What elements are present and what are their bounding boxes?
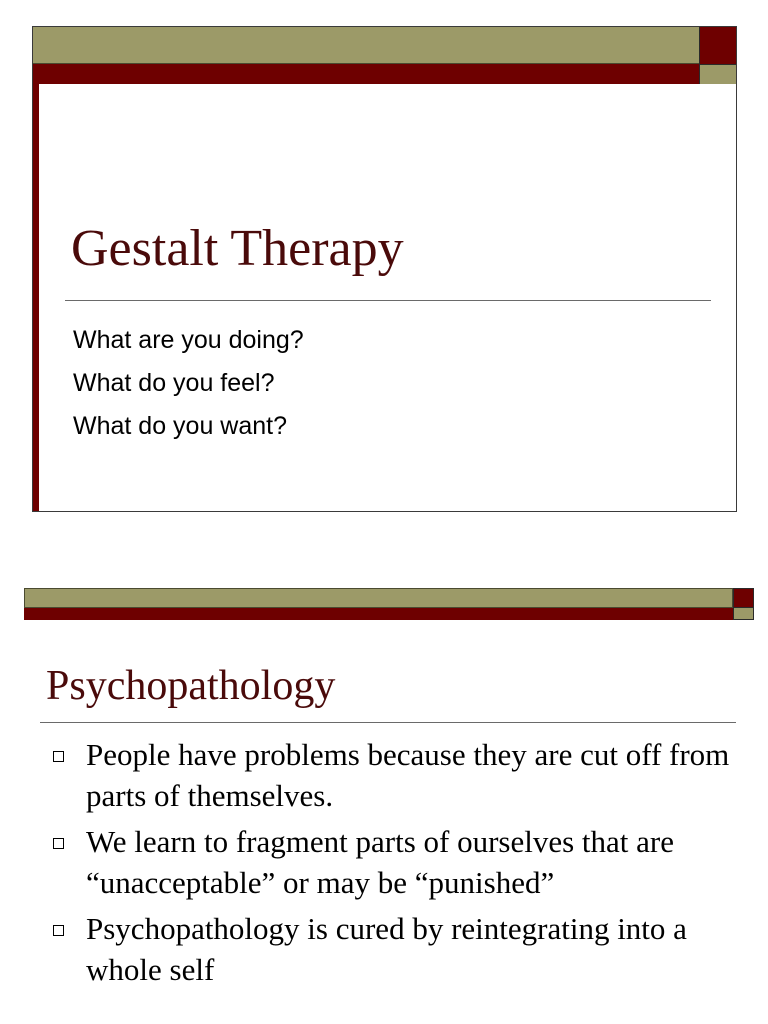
corner-square-olive bbox=[699, 64, 736, 84]
subtitle-line: What do you feel? bbox=[73, 369, 275, 397]
header-band-olive bbox=[24, 588, 733, 608]
subtitle-line: What are you doing? bbox=[73, 326, 304, 354]
header-band-maroon bbox=[24, 608, 733, 620]
bullet-text: We learn to fragment parts of ourselves that are “unacceptable” or may be “punished” bbox=[86, 824, 674, 900]
hollow-square-bullet-icon bbox=[53, 925, 64, 936]
header-band-olive bbox=[33, 27, 699, 64]
corner-square-maroon bbox=[699, 27, 736, 64]
list-item bbox=[44, 734, 744, 816]
slide-title-heading: Gestalt Therapy bbox=[71, 220, 404, 277]
title-divider bbox=[65, 300, 711, 301]
bullet-text: Psychopathology is cured by reintegrating into a whole self bbox=[86, 911, 687, 987]
slide-title bbox=[32, 26, 737, 512]
corner-square-maroon bbox=[733, 588, 754, 608]
bullet-text: People have problems because they are cut off from parts of themselves. bbox=[86, 737, 730, 813]
corner-square-olive bbox=[733, 608, 754, 620]
hollow-square-bullet-icon bbox=[53, 751, 64, 762]
hollow-square-bullet-icon bbox=[53, 838, 64, 849]
left-accent-bar bbox=[33, 84, 39, 512]
slide-heading: Psychopathology bbox=[46, 663, 336, 709]
subtitle-list bbox=[73, 319, 304, 448]
subtitle-line: What do you want? bbox=[73, 412, 288, 440]
list-item bbox=[44, 821, 744, 903]
header-band-maroon bbox=[33, 64, 699, 84]
title-divider bbox=[40, 722, 736, 723]
slide-psychopathology bbox=[24, 588, 754, 1024]
list-item bbox=[44, 908, 744, 990]
bullet-list bbox=[44, 734, 744, 995]
